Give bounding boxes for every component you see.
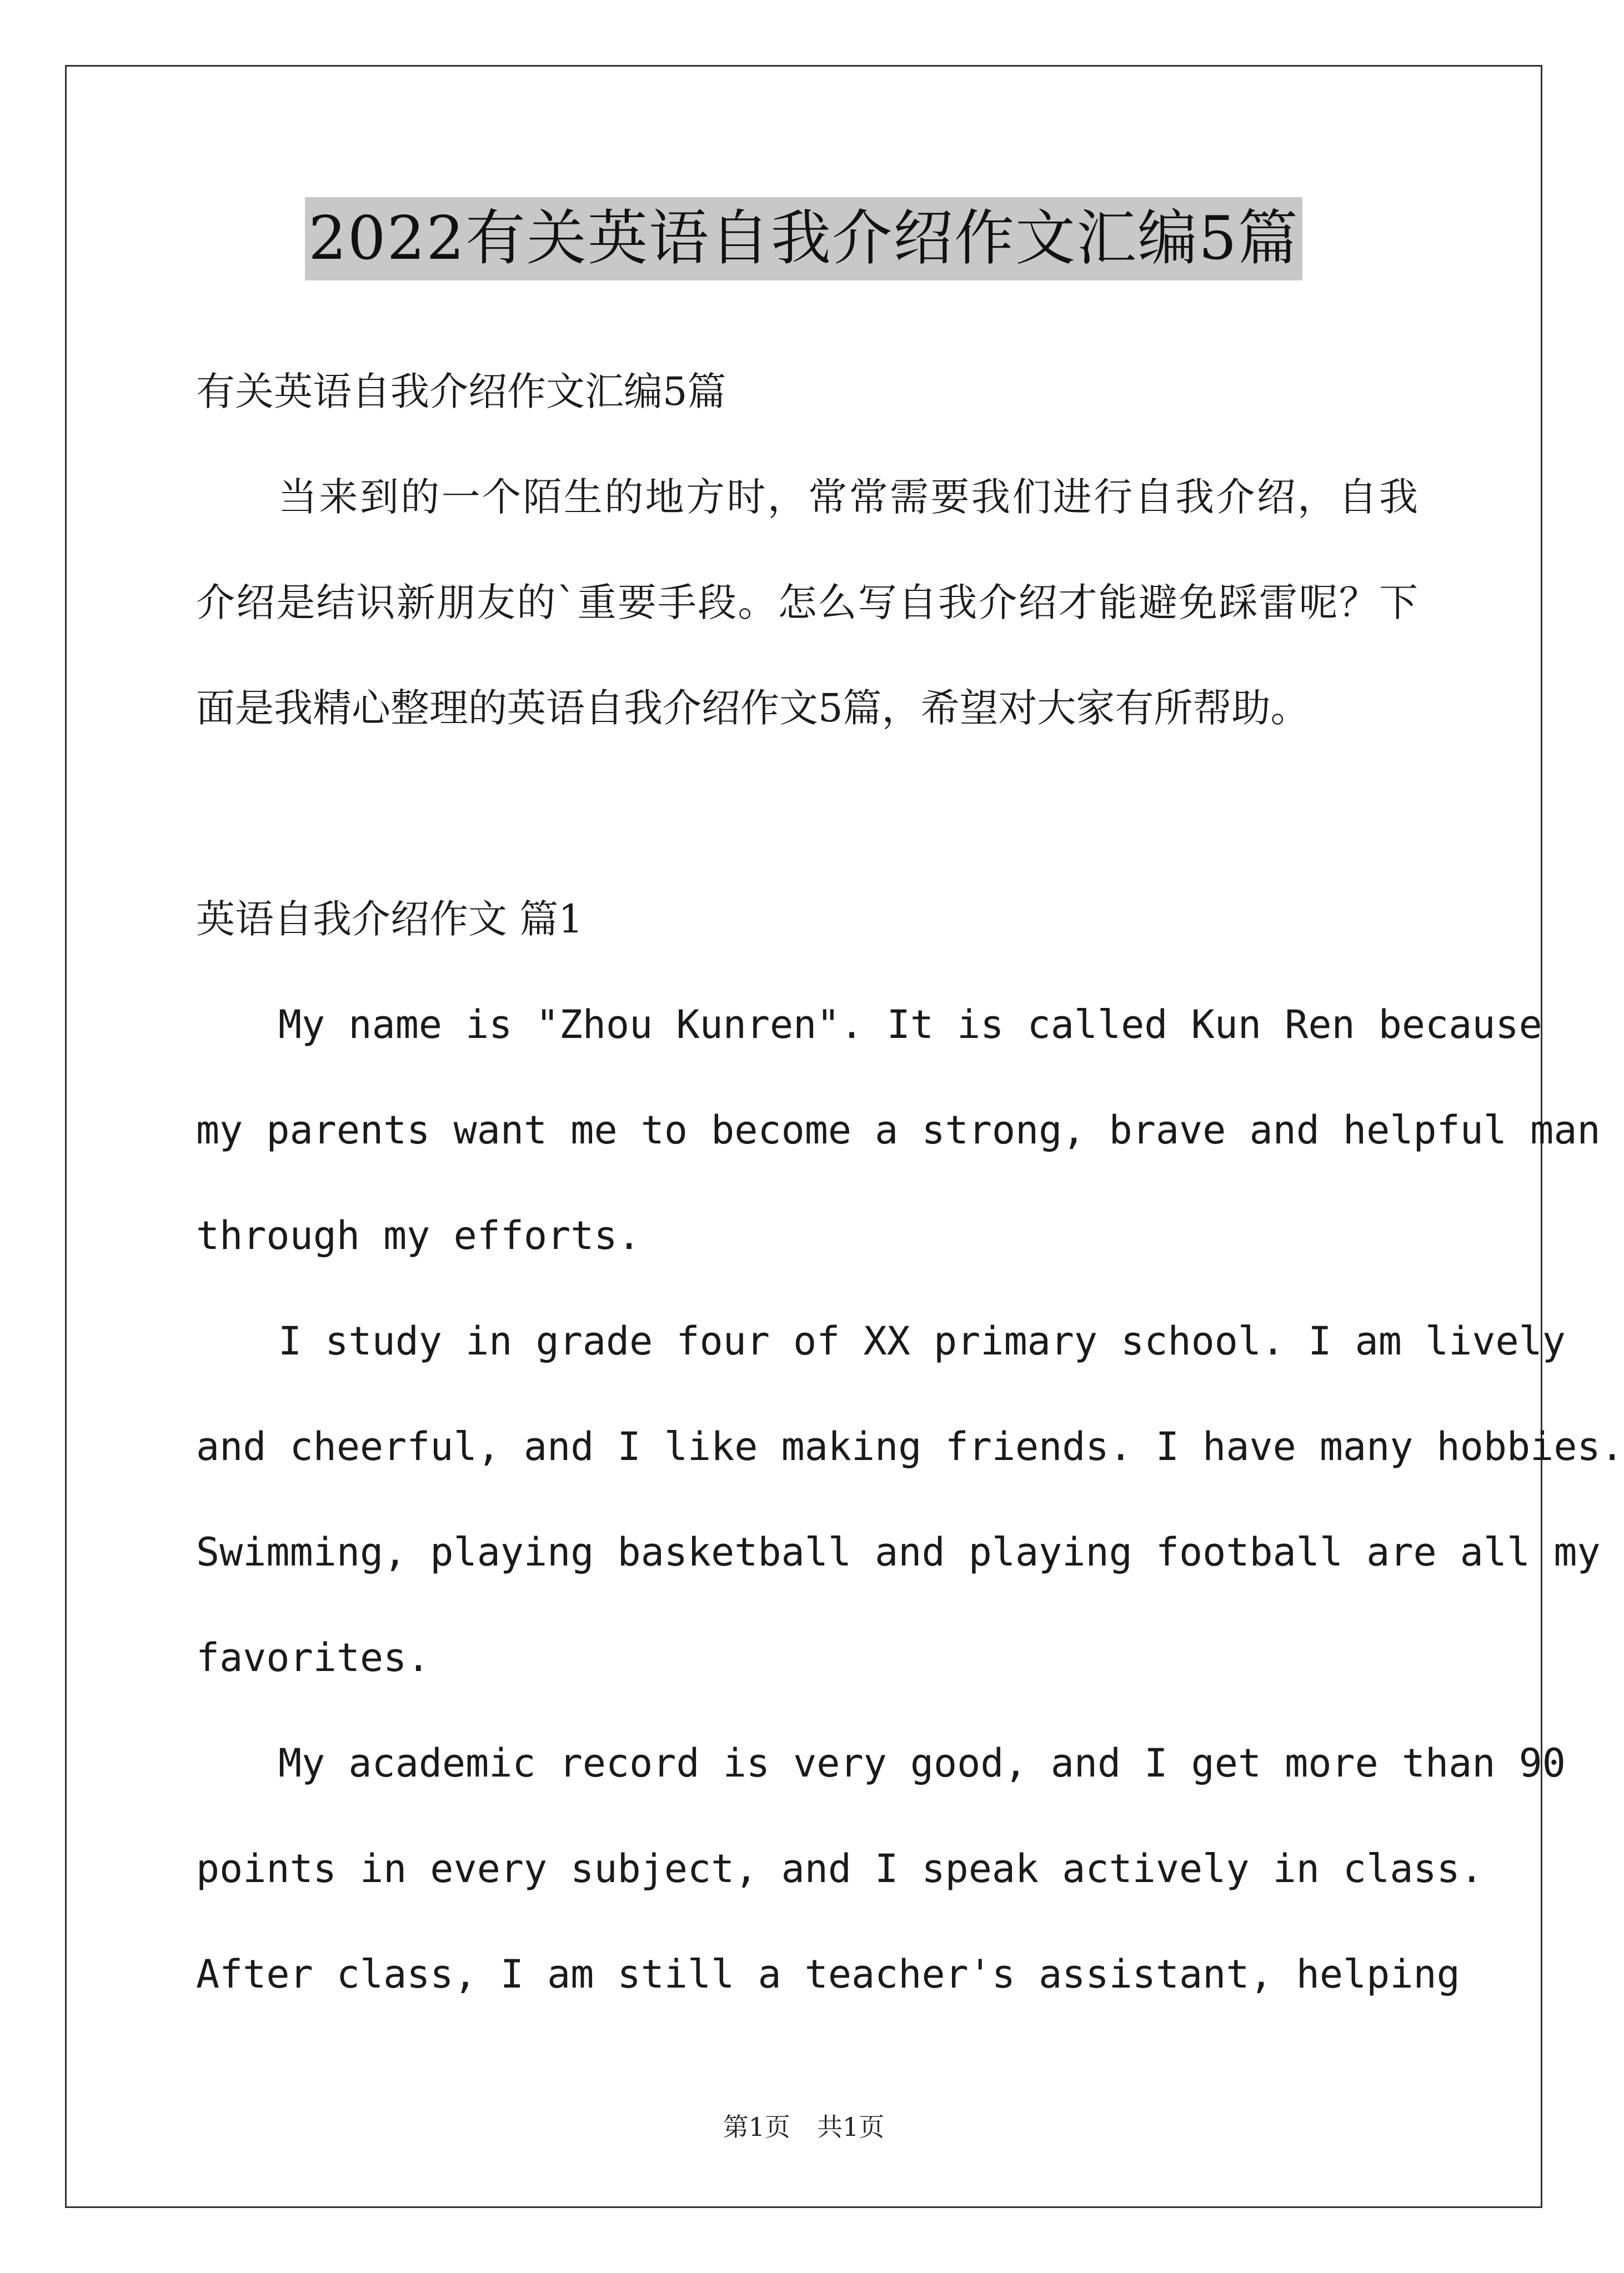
intro-line-1: 当来到的一个陌生的地方时，常常需要我们进行自我介绍，自我 [278, 474, 1418, 520]
para2-line-4: favorites. [196, 1635, 430, 1680]
intro-line-2: 介绍是结识新朋友的`重要手段。怎么写自我介绍才能避免踩雷呢？下 [196, 580, 1418, 625]
section-heading: 英语自我介绍作文 篇1 [196, 896, 583, 942]
intro-line-3: 面是我精心整理的英语自我介绍作文5篇，希望对大家有所帮助。 [196, 685, 1310, 731]
para1-line-3: through my efforts. [196, 1213, 641, 1258]
title-container [0, 197, 1607, 280]
page-total: 共1页 [817, 2112, 885, 2142]
para2-line-3: Swimming, playing basketball and playing football are all my [196, 1529, 1601, 1575]
page-number: 第1页 [723, 2112, 790, 2142]
para2-line-2: and cheerful, and I like making friends. I have many hobbies. [196, 1424, 1624, 1469]
para3-line-3: After class, I am still a teacher's assistant, helping [196, 1951, 1460, 1997]
para3-line-2: points in every subject, and I speak actively in class. [196, 1846, 1483, 1891]
document-title: 2022有关英语自我介绍作文汇编5篇 [305, 197, 1302, 280]
para3-line-1: My academic record is very good, and I get more than 90 [278, 1740, 1566, 1786]
para1-line-1: My name is "Zhou Kunren". It is called Kun Ren because [278, 1002, 1542, 1047]
blank-line [196, 761, 1418, 866]
document-subtitle: 有关英语自我介绍作文汇编5篇 [196, 369, 726, 414]
para2-line-1: I study in grade four of XX primary school. I am lively [278, 1318, 1566, 1364]
document-body [196, 339, 1624, 2027]
page-footer [0, 2110, 1607, 2144]
para1-line-2: my parents want me to become a strong, brave and helpful man [196, 1107, 1601, 1153]
